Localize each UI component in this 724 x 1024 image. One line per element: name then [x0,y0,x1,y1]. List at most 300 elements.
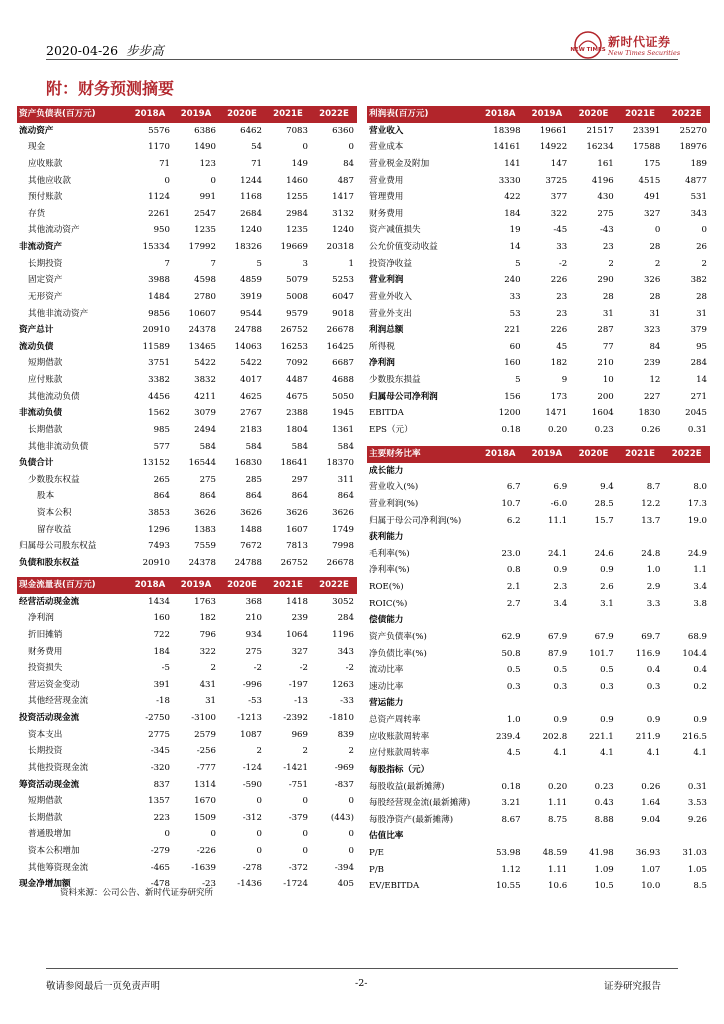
cell-value: 2547 [194,208,216,219]
row-label: ROIC(%) [369,598,408,609]
cell-value: 2.6 [600,582,614,592]
cell-value: 3.1 [600,598,614,609]
cell-value: 6.9 [553,482,568,493]
table-row [367,596,710,613]
cell-value: 4877 [685,175,707,186]
cell-value: 2.3 [553,582,568,592]
table-row [17,439,357,456]
table-row [367,878,710,895]
column-header: 2022E [663,446,710,463]
cell-value: 0 [348,796,354,807]
row-label: 资本支出 [28,729,63,740]
cell-value: 839 [337,729,354,740]
row-label: 毛利率(%) [369,548,410,559]
cell-value: 10.6 [548,881,568,892]
row-label: 负债和股东权益 [19,557,80,568]
cell-value: 3626 [286,508,308,518]
cell-value: 226 [550,325,568,336]
cell-value: 584 [291,441,308,452]
cell-value: -777 [196,762,216,773]
cell-value [477,463,524,480]
cell-value: 326 [643,275,661,286]
table-row [367,355,710,372]
cell-value: 391 [153,679,170,690]
cell-value: 405 [337,879,354,890]
cell-value: 837 [153,779,170,790]
cell-value: 182 [199,613,216,624]
cell-value: 368 [245,596,262,607]
cell-value: 11.1 [548,515,568,526]
cell-value: -5 [161,663,170,674]
table-row [17,710,357,727]
cell-value: 0 [302,829,308,840]
cell-value: -1639 [191,862,216,873]
cell-value: 20910 [142,325,170,336]
cell-value: 0.3 [646,681,661,692]
cell-value: 2 [256,746,262,757]
table-row [17,843,357,860]
row-label: 营业收入 [369,125,404,136]
row-label: 所得税 [369,341,395,352]
cell-value: 487 [337,175,354,186]
row-label: 每股收益(最新摊薄) [369,781,445,792]
cell-value: 0.8 [506,565,521,576]
column-header: 2019A [524,446,571,463]
table-row [367,812,710,829]
cell-value [477,695,524,712]
cell-value: 9579 [286,308,308,319]
table-row [367,695,710,712]
cell-value: 12.2 [641,498,661,509]
column-header: 2018A [127,106,173,123]
cell-value: 1471 [545,408,568,419]
cell-value: 16234 [586,142,614,153]
cell-value: 3626 [240,508,262,518]
table-row [367,139,710,156]
row-label: 留存收益 [37,524,72,535]
row-label: 少数股东权益 [28,474,80,485]
cell-value [477,828,524,845]
cell-value: 5576 [148,125,170,136]
cell-value: 68.9 [687,631,707,642]
row-label: ROE(%) [369,582,404,592]
cell-value: 20910 [142,557,170,568]
table-row [367,272,710,289]
cell-value: 3330 [498,175,521,186]
cell-value: 33 [556,242,568,252]
cell-value: 2261 [148,208,170,219]
logo-chinese-name: 新时代证券 [608,35,671,49]
cell-value [663,762,710,779]
cell-value [617,695,664,712]
row-label: 应收账款 [28,158,63,169]
cell-value: 0.9 [553,715,568,725]
cell-value: 1235 [286,225,308,236]
cell-value: 0.9 [693,715,707,725]
balance-sheet-table [17,106,357,572]
cell-value: 24.6 [594,548,614,559]
cell-value: 0.3 [553,681,568,692]
cell-value: 84 [343,158,354,169]
cell-value: 7092 [286,358,308,369]
table-row [17,139,357,156]
cell-value: 297 [291,474,308,485]
cell-value: 3832 [194,375,216,385]
report-date: 2020-04-26 [46,43,119,58]
row-label: 流动负债 [19,341,54,352]
cell-value: -379 [288,812,308,823]
cell-value: -996 [242,679,262,690]
cell-value: 0.9 [600,565,614,576]
table-row [367,862,710,879]
cell-value: -3100 [191,713,216,723]
cell-value: -278 [242,862,262,873]
cell-value: 202.8 [542,731,568,742]
column-header: 2019A [173,577,219,594]
table-row [367,729,710,746]
cell-value: 950 [153,225,170,236]
cell-value: -837 [334,779,354,790]
row-label: 投资净收益 [369,258,412,269]
cell-value: 5 [515,375,521,385]
row-label: 营业利润(%) [369,498,419,509]
cell-value: 0.20 [548,424,568,435]
table-row [17,522,357,539]
column-header: 2021E [265,106,311,123]
row-label: 其他投资现金流 [28,762,89,773]
cell-value: 2045 [685,408,707,419]
cell-value: 311 [337,474,354,485]
cell-value: 31 [696,308,707,319]
table-title: 资产负债表(百万元) [17,106,127,123]
table-row [17,826,357,843]
cell-value: 24378 [188,557,216,568]
cell-value: 1.0 [646,565,661,576]
cell-value: 0 [348,846,354,856]
row-label: 其他流动资产 [28,225,80,236]
cell-value: 1168 [240,192,262,203]
cell-value: 19 [509,225,521,236]
cell-value: 10 [602,375,614,385]
cell-value [524,828,571,845]
cell-value [663,463,710,480]
cell-value: 4.1 [646,748,661,759]
cell-value: 31.03 [682,848,707,858]
cell-value: 4487 [286,375,308,385]
cell-value: 62.9 [501,631,521,642]
cell-value: 4625 [240,391,262,402]
cell-value: 0.4 [646,665,661,676]
cell-value: 4211 [194,391,216,402]
cell-value: 156 [504,391,521,402]
row-label: 公允价值变动收益 [369,242,438,252]
row-label: 其他应收款 [28,175,71,186]
column-header: 2020E [219,106,265,123]
column-header: 2020E [570,446,617,463]
cell-value: 2 [608,258,614,269]
cell-value: 48.59 [542,848,568,858]
cell-value: 4688 [332,375,354,385]
cell-value: 0.9 [553,565,568,576]
income-statement-table [367,106,710,439]
cell-value: 10.55 [495,881,521,892]
cell-value: 7 [164,258,170,269]
row-label: 应收账款周转率 [369,731,430,742]
cell-value: 379 [690,325,707,336]
table-row [17,660,357,677]
cell-value: 584 [337,441,354,452]
cell-value: 0.9 [646,715,661,725]
cell-value: 0.31 [687,781,707,792]
cell-value: 1763 [194,596,216,607]
column-header: 2021E [617,106,664,123]
cell-value: 431 [199,679,216,690]
cell-value: 161 [597,158,614,169]
cell-value [570,828,617,845]
cell-value: -18 [156,696,170,707]
cell-value: 14161 [493,142,521,153]
cell-value: 173 [550,391,568,402]
cell-value: 1255 [286,192,308,203]
cell-value: 1945 [332,408,354,419]
cell-value: 1357 [148,796,170,807]
cell-value: 3988 [148,275,170,286]
cell-value: 60 [509,341,521,352]
logo-badge-icon [570,31,606,59]
cell-value: 1314 [194,779,216,790]
table-row [367,422,710,439]
table-row [367,372,710,389]
cell-value: 1 [348,258,354,269]
cell-value: 0.2 [693,681,707,692]
table-row [17,339,357,356]
cell-value: 284 [690,358,707,369]
cell-value: 1749 [332,524,354,535]
cell-value: 24788 [234,325,262,336]
column-header: 2021E [265,577,311,594]
cell-value: 19669 [280,242,308,252]
row-label: 非流动负债 [19,408,62,419]
cell-value: 31 [649,308,661,319]
row-label: 非流动资产 [19,242,62,252]
cell-value: -1213 [237,713,262,723]
column-header: 2018A [477,446,524,463]
cell-value: 17588 [633,142,661,153]
cell-value: 149 [291,158,308,169]
row-label: 其他筹资现金流 [28,862,89,873]
row-label: 普通股增加 [28,829,71,840]
table-title: 主要财务比率 [367,446,477,463]
cell-value: 3751 [148,358,170,369]
cell-value: 31 [602,308,614,319]
cell-value: 4196 [591,175,614,186]
cell-value: -751 [288,779,308,790]
cell-value: 77 [602,341,614,352]
cell-value: 5 [515,258,521,269]
cell-value: 223 [153,812,170,823]
row-label: 获利能力 [369,532,404,543]
table-row [367,845,710,862]
row-label: 短期借款 [28,796,63,807]
cell-value: 1240 [332,225,354,236]
cell-value: 0 [701,225,707,236]
cell-value: 3.53 [687,798,707,809]
cell-value: 2 [654,258,661,269]
row-label: P/B [369,864,384,875]
row-label: 财务费用 [28,646,63,657]
column-header: 2022E [311,577,357,594]
cell-value: 26 [696,242,707,252]
table-row [17,677,357,694]
row-label: 归属母公司净利润 [369,391,438,402]
cell-value: -1724 [283,879,308,890]
cell-value: 430 [597,192,614,203]
cell-value: 1124 [148,192,170,203]
row-label: 净利润 [28,613,54,624]
cell-value: 7559 [194,541,216,552]
table-row [367,322,710,339]
cell-value: 21517 [586,125,614,136]
table-row [367,795,710,812]
cell-value: 200 [597,391,614,402]
cell-value: 2388 [286,408,308,419]
row-label: 股本 [37,491,55,502]
cell-value [570,529,617,546]
cell-value: 0 [256,796,262,807]
cell-value: 175 [643,158,661,169]
cell-value: 2780 [194,291,216,302]
row-label: EBITDA [369,408,404,419]
cell-value: 3052 [332,596,354,607]
cell-value: 10.7 [501,498,521,509]
cell-value: 8.75 [548,814,568,825]
row-label: 营业收入(%) [369,482,419,493]
cell-value: 16253 [280,341,308,352]
cell-value: 28 [649,242,661,252]
table-row [367,239,710,256]
row-label: 营运资金变动 [28,679,80,690]
cell-value: 54 [251,142,262,153]
cell-value: -465 [150,862,170,873]
cell-value: 24.1 [548,548,568,559]
table-row [367,289,710,306]
cell-value: 7493 [148,541,170,552]
row-label: 现金净增加额 [19,879,71,890]
table-row [367,173,710,190]
cell-value: 69.7 [641,631,661,642]
table-row [367,123,710,140]
cell-value: 8.7 [646,482,661,493]
cell-value: 6386 [194,125,216,136]
table-row [17,810,357,827]
row-label: 营运能力 [369,698,404,709]
table-row [17,355,357,372]
cell-value: 4.5 [506,748,521,759]
cell-value: -124 [242,762,262,773]
table-row [17,256,357,273]
cell-value: 28 [602,291,614,302]
cell-value [617,762,664,779]
row-label: 速动比率 [369,681,404,692]
cell-value: -33 [340,696,354,707]
table-title: 现金流量表(百万元) [17,577,127,594]
cell-value: 87.9 [548,648,568,659]
row-label: 折旧摊销 [28,629,63,640]
company-name: 步步高 [126,43,164,58]
cell-value: 101.7 [589,648,614,659]
row-label: 无形资产 [28,291,63,302]
cell-value: 5050 [332,391,354,402]
table-row [367,256,710,273]
table-row [367,679,710,696]
cell-value: 9.04 [641,814,661,825]
row-label: 资本公积 [37,508,72,518]
cell-value: 1200 [498,408,521,419]
cell-value: 10.0 [641,881,661,892]
cell-value: 1.05 [687,864,707,875]
cell-value: 227 [643,391,661,402]
cell-value: 864 [291,491,308,502]
column-header: 2019A [524,106,571,123]
cell-value: 3.4 [553,598,568,609]
cell-value: 377 [550,192,568,203]
row-label: EV/EBITDA [369,881,420,892]
cell-value: -279 [150,846,170,856]
table-row [367,206,710,223]
table-row [17,239,357,256]
cell-value: 31 [205,696,216,707]
cell-value [663,695,710,712]
cell-value: 284 [337,613,354,624]
row-label: 资本公积增加 [28,846,80,856]
cell-value: 2494 [194,424,216,435]
cell-value: 9856 [148,308,170,319]
table-row [367,189,710,206]
cell-value: -13 [294,696,308,707]
table-row [17,760,357,777]
cell-value: 0.5 [553,665,568,676]
cell-value: 985 [153,424,170,435]
cell-value: 2.9 [646,582,661,592]
table-row [17,627,357,644]
cell-value: 17992 [188,242,216,252]
cell-value [570,762,617,779]
table-row [17,455,357,472]
cell-value: 796 [199,629,216,640]
cell-value: -45 [553,225,568,236]
cell-value: 1604 [591,408,614,419]
cell-value [663,529,710,546]
cell-value: 5 [256,258,262,269]
row-label: 筹资活动现金流 [19,779,80,790]
cell-value: 0 [654,225,661,236]
table-row [367,513,710,530]
cell-value: 1196 [332,629,354,640]
row-label: 投资活动现金流 [19,713,80,723]
cell-value: -2 [345,663,354,674]
cell-value: 8.88 [594,814,614,825]
cell-value: 20318 [326,242,354,252]
cell-value: 23 [556,291,568,302]
row-label: 每股净资产(最新摊薄) [369,814,454,825]
table-row [17,389,357,406]
table-row [17,322,357,339]
cell-value: 343 [690,208,707,219]
cell-value: 13465 [188,341,216,352]
cell-value: 0.18 [501,781,521,792]
cell-value: 4675 [286,391,308,402]
row-label: 其他非流动资产 [28,308,89,319]
